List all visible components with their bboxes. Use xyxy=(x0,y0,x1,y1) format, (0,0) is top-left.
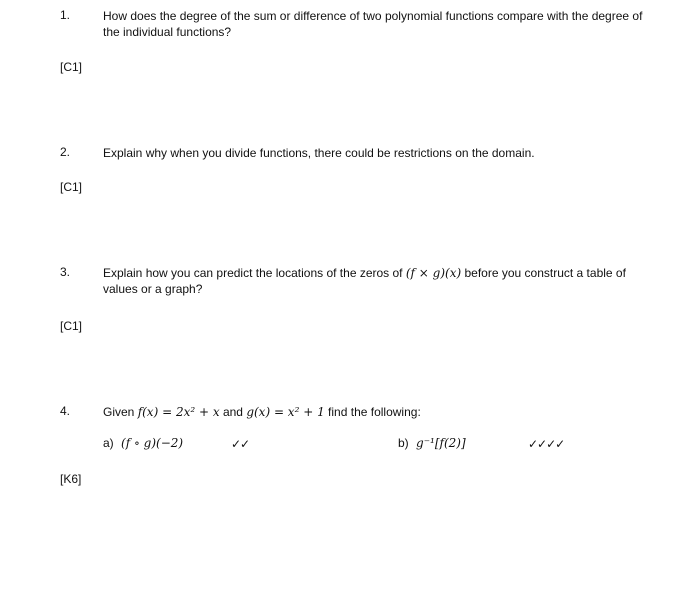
question-3-text-before: Explain how you can predict the locations of the zeros of xyxy=(103,266,406,280)
question-4-text xyxy=(103,404,648,420)
question-3-expression: (f × g)(x) xyxy=(405,266,462,280)
question-4-mark: [K6] xyxy=(60,472,82,486)
part-b-expression: g⁻¹[f(2)] xyxy=(416,436,466,450)
part-b-label: b) xyxy=(398,436,409,450)
question-4-g-definition: g(x) = x² + 1 xyxy=(246,405,325,419)
question-3-number: 3. xyxy=(60,265,71,279)
part-b-check-marks: ✓✓✓✓ xyxy=(528,437,565,451)
question-4-number: 4. xyxy=(60,404,71,418)
part-a-check-marks: ✓✓ xyxy=(231,437,250,451)
question-4-part-b xyxy=(398,436,466,450)
question-1-mark: [C1] xyxy=(60,60,83,74)
question-4-f-definition: f(x) = 2x² + x xyxy=(137,405,220,419)
part-a-label: a) xyxy=(103,436,114,450)
question-1-number: 1. xyxy=(60,8,71,22)
question-2-text: Explain why when you divide functions, there could be restrictions on the domain. xyxy=(103,146,535,160)
question-2-number: 2. xyxy=(60,145,71,159)
part-a-expression: (f ∘ g)(−2) xyxy=(121,436,184,450)
question-4-text-start: Given xyxy=(103,405,138,419)
question-3-mark: [C1] xyxy=(60,319,83,333)
question-1-text: How does the degree of the sum or difference of two polynomial functions compare with the degree of the individual functions? xyxy=(103,9,643,39)
question-4-text-and: and xyxy=(219,405,247,419)
question-3-text-after: before you construct a table of values or a graph? xyxy=(103,266,626,296)
question-2-mark: [C1] xyxy=(60,180,83,194)
question-4-part-a xyxy=(103,436,183,450)
question-3-text xyxy=(103,265,648,297)
question-4-text-end: find the following: xyxy=(324,405,421,419)
